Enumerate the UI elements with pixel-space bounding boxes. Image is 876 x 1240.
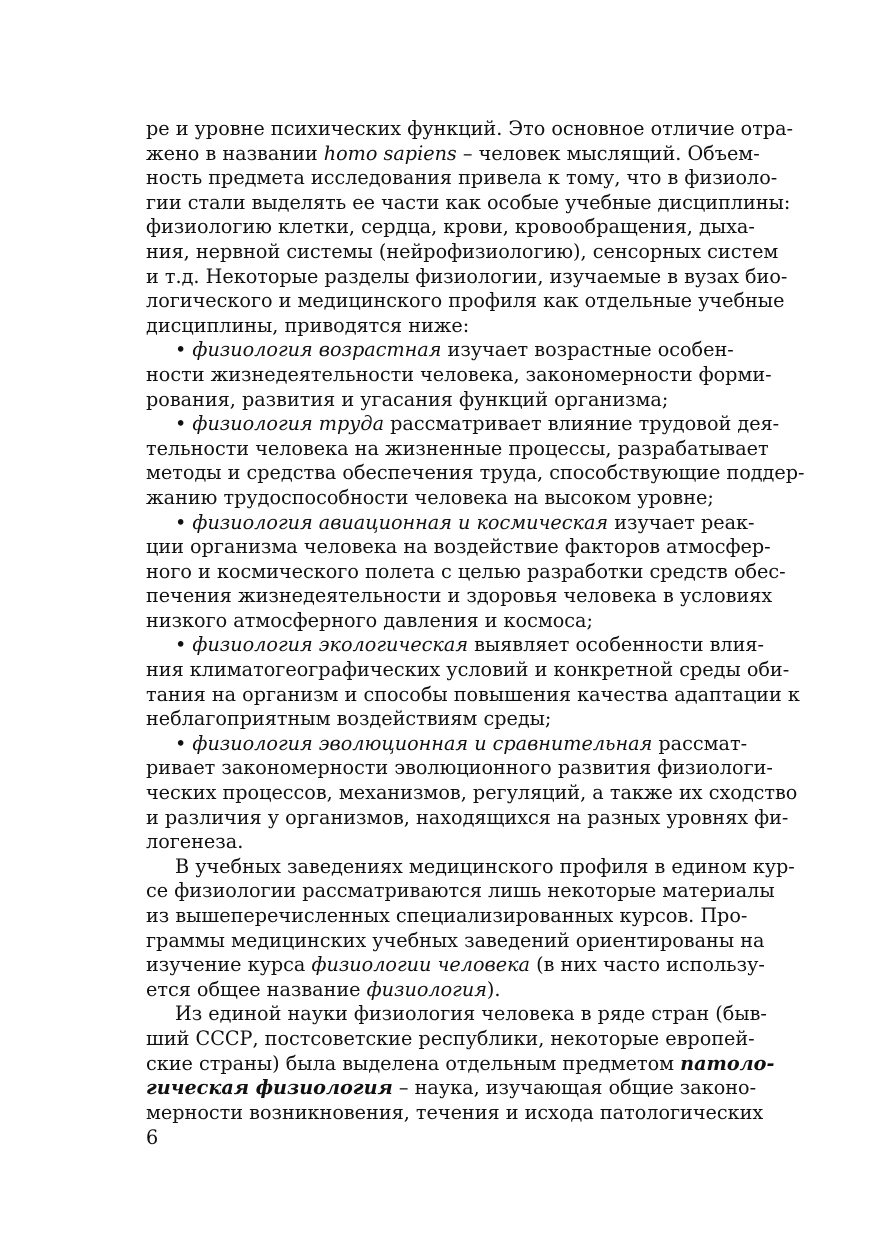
bullet-item xyxy=(146,412,805,510)
text-line xyxy=(146,658,790,683)
text-line xyxy=(146,854,795,880)
text-run: ший СССР, постсоветские республики, некоторые европей- xyxy=(146,1026,755,1050)
text-line xyxy=(146,633,764,658)
text-run: из вышеперечисленных специализированных курсов. Про- xyxy=(146,904,748,927)
text-run: гии стали выделять ее части как особые учебные дисциплины: xyxy=(146,190,791,214)
text-line xyxy=(146,510,755,536)
text-run: • xyxy=(175,412,193,436)
text-run: ре и уровне психических функций. Это основное отличие отра- xyxy=(146,117,794,140)
emphasis-term: физиология экологическая xyxy=(192,633,469,657)
text-line xyxy=(146,707,731,732)
text-run: (в них часто использу- xyxy=(529,953,765,977)
text-line xyxy=(146,1100,764,1126)
text-run: изучает реак- xyxy=(608,510,755,534)
text-line xyxy=(146,362,772,388)
text-run: Из единой науки физиология человека в ряде стран (быв- xyxy=(175,1002,767,1026)
text-line xyxy=(146,928,765,954)
text-run: жено в названии xyxy=(146,141,324,165)
emphasis-term: физиология авиационная и космическая xyxy=(192,510,609,534)
text-run: ния климатогеографических условий и конкретной среды оби- xyxy=(146,658,790,682)
text-line xyxy=(146,436,769,462)
text-line xyxy=(146,830,731,855)
text-run: ские страны) была выделена отдельным предметом xyxy=(146,1051,681,1075)
emphasis-term: гическая физиология xyxy=(146,1076,393,1100)
text-line xyxy=(146,559,786,585)
text-run: – наука, изучающая общие законо- xyxy=(392,1076,757,1100)
text-line xyxy=(146,117,794,142)
text-line xyxy=(146,1002,767,1027)
text-line xyxy=(146,904,748,929)
text-run: и различия у организмов, находящихся на разных уровнях фи- xyxy=(146,805,789,829)
emphasis-term: физиология возрастная xyxy=(192,338,442,362)
emphasis-term: физиология xyxy=(366,977,487,1001)
emphasis-term: homo sapiens xyxy=(323,141,457,165)
bullet-item xyxy=(146,338,772,412)
text-line xyxy=(146,781,798,806)
text-line xyxy=(146,978,731,1003)
text-run: – человек мыслящий. Объем- xyxy=(456,141,760,165)
text-line xyxy=(146,314,731,339)
text-run: методы и средства обеспечения труда, способствующие поддер- xyxy=(146,461,805,485)
text-run: изучает возрастные особен- xyxy=(441,338,734,362)
text-run: • xyxy=(175,633,193,657)
text-line xyxy=(146,609,731,634)
text-line xyxy=(146,584,773,609)
text-line xyxy=(146,461,805,486)
text-line xyxy=(146,388,731,413)
text-run: ния, нервной системы (нейрофизиологию), сенсорных систем xyxy=(146,239,779,263)
text-run: граммы медицинских учебных заведений ориентированы на xyxy=(146,928,765,952)
text-line xyxy=(146,190,791,216)
text-line xyxy=(146,239,779,265)
bullet-item xyxy=(146,510,786,634)
text-line xyxy=(146,805,789,831)
text-run: ности жизнедеятельности человека, закономерности форми- xyxy=(146,362,772,386)
text-run: логенеза. xyxy=(146,830,244,854)
text-run: печения жизнедеятельности и здоровья человека в условиях xyxy=(146,584,773,608)
paragraph xyxy=(146,854,795,1003)
text-run: • xyxy=(175,338,193,362)
text-run: рассмат- xyxy=(652,731,748,755)
text-line xyxy=(146,879,775,904)
text-run: ривает закономерности эволюционного развития физиологи- xyxy=(146,756,773,780)
text-run: низкого атмосферного давления и космоса; xyxy=(146,608,593,632)
emphasis-term: физиологии человека xyxy=(311,953,530,977)
text-run: выявляет особенности влия- xyxy=(468,633,764,657)
text-run: изучение курса xyxy=(146,953,312,977)
text-line xyxy=(146,141,760,167)
text-line xyxy=(146,953,765,978)
paragraph xyxy=(146,1002,775,1125)
text-run: тания на организм и способы повышения качества адаптации к xyxy=(146,682,800,706)
text-run: ется общее название xyxy=(146,977,367,1001)
text-run: неблагоприятным воздействиям среды; xyxy=(146,707,552,731)
text-run: жанию трудоспособности человека на высоком уровне; xyxy=(146,485,714,509)
text-line xyxy=(146,535,771,560)
text-run: ческих процессов, механизмов, регуляций, а также их сходство xyxy=(146,781,798,805)
text-run: рования, развития и угасания функций организма; xyxy=(146,387,669,411)
bullet-item xyxy=(146,633,800,731)
text-line xyxy=(146,1076,757,1101)
text-run: ность предмета исследования привела к тому, что в физиоло- xyxy=(146,166,778,190)
text-run: • xyxy=(175,731,193,755)
text-run: и т.д. Некоторые разделы физиологии, изучаемые в вузах био- xyxy=(146,264,788,288)
text-run: логического и медицинского профиля как отдельные учебные xyxy=(146,289,785,313)
text-run: рассматривает влияние трудовой дея- xyxy=(384,412,780,436)
text-run: ного и космического полета с целью разработки средств обес- xyxy=(146,559,786,583)
text-line xyxy=(146,731,748,757)
text-run: дисциплины, приводятся ниже: xyxy=(146,313,470,337)
text-run: ). xyxy=(486,977,501,1001)
paragraph xyxy=(146,117,794,338)
text-line xyxy=(146,289,785,314)
text-line xyxy=(146,338,734,363)
text-line xyxy=(146,756,773,781)
text-run: мерности возникновения, течения и исхода патологических xyxy=(146,1100,764,1124)
text-line xyxy=(146,682,800,708)
text-run: тельности человека на жизненные процессы, разрабатывает xyxy=(146,436,769,460)
text-line xyxy=(146,1051,775,1077)
text-run: се физиологии рассматриваются лишь некоторые материалы xyxy=(146,879,775,903)
text-run: физиологию клетки, сердца, крови, кровообращения, дыха- xyxy=(146,215,755,239)
emphasis-term: физиология эволюционная и сравнительная xyxy=(192,731,653,755)
body-text xyxy=(146,117,805,1125)
text-line xyxy=(146,1026,755,1052)
emphasis-term: физиология труда xyxy=(192,412,385,436)
text-line xyxy=(146,215,755,240)
emphasis-term: патоло- xyxy=(680,1051,775,1075)
text-line xyxy=(146,264,788,290)
text-run: ции организма человека на воздействие факторов атмосфер- xyxy=(146,535,771,559)
text-run: В учебных заведениях медицинского профиля в едином кур- xyxy=(175,854,795,878)
text-line xyxy=(146,412,780,437)
text-line xyxy=(146,166,778,191)
page-number: 6 xyxy=(146,1126,159,1149)
bullet-item xyxy=(146,731,798,855)
text-line xyxy=(146,486,731,511)
text-run: • xyxy=(175,510,193,534)
